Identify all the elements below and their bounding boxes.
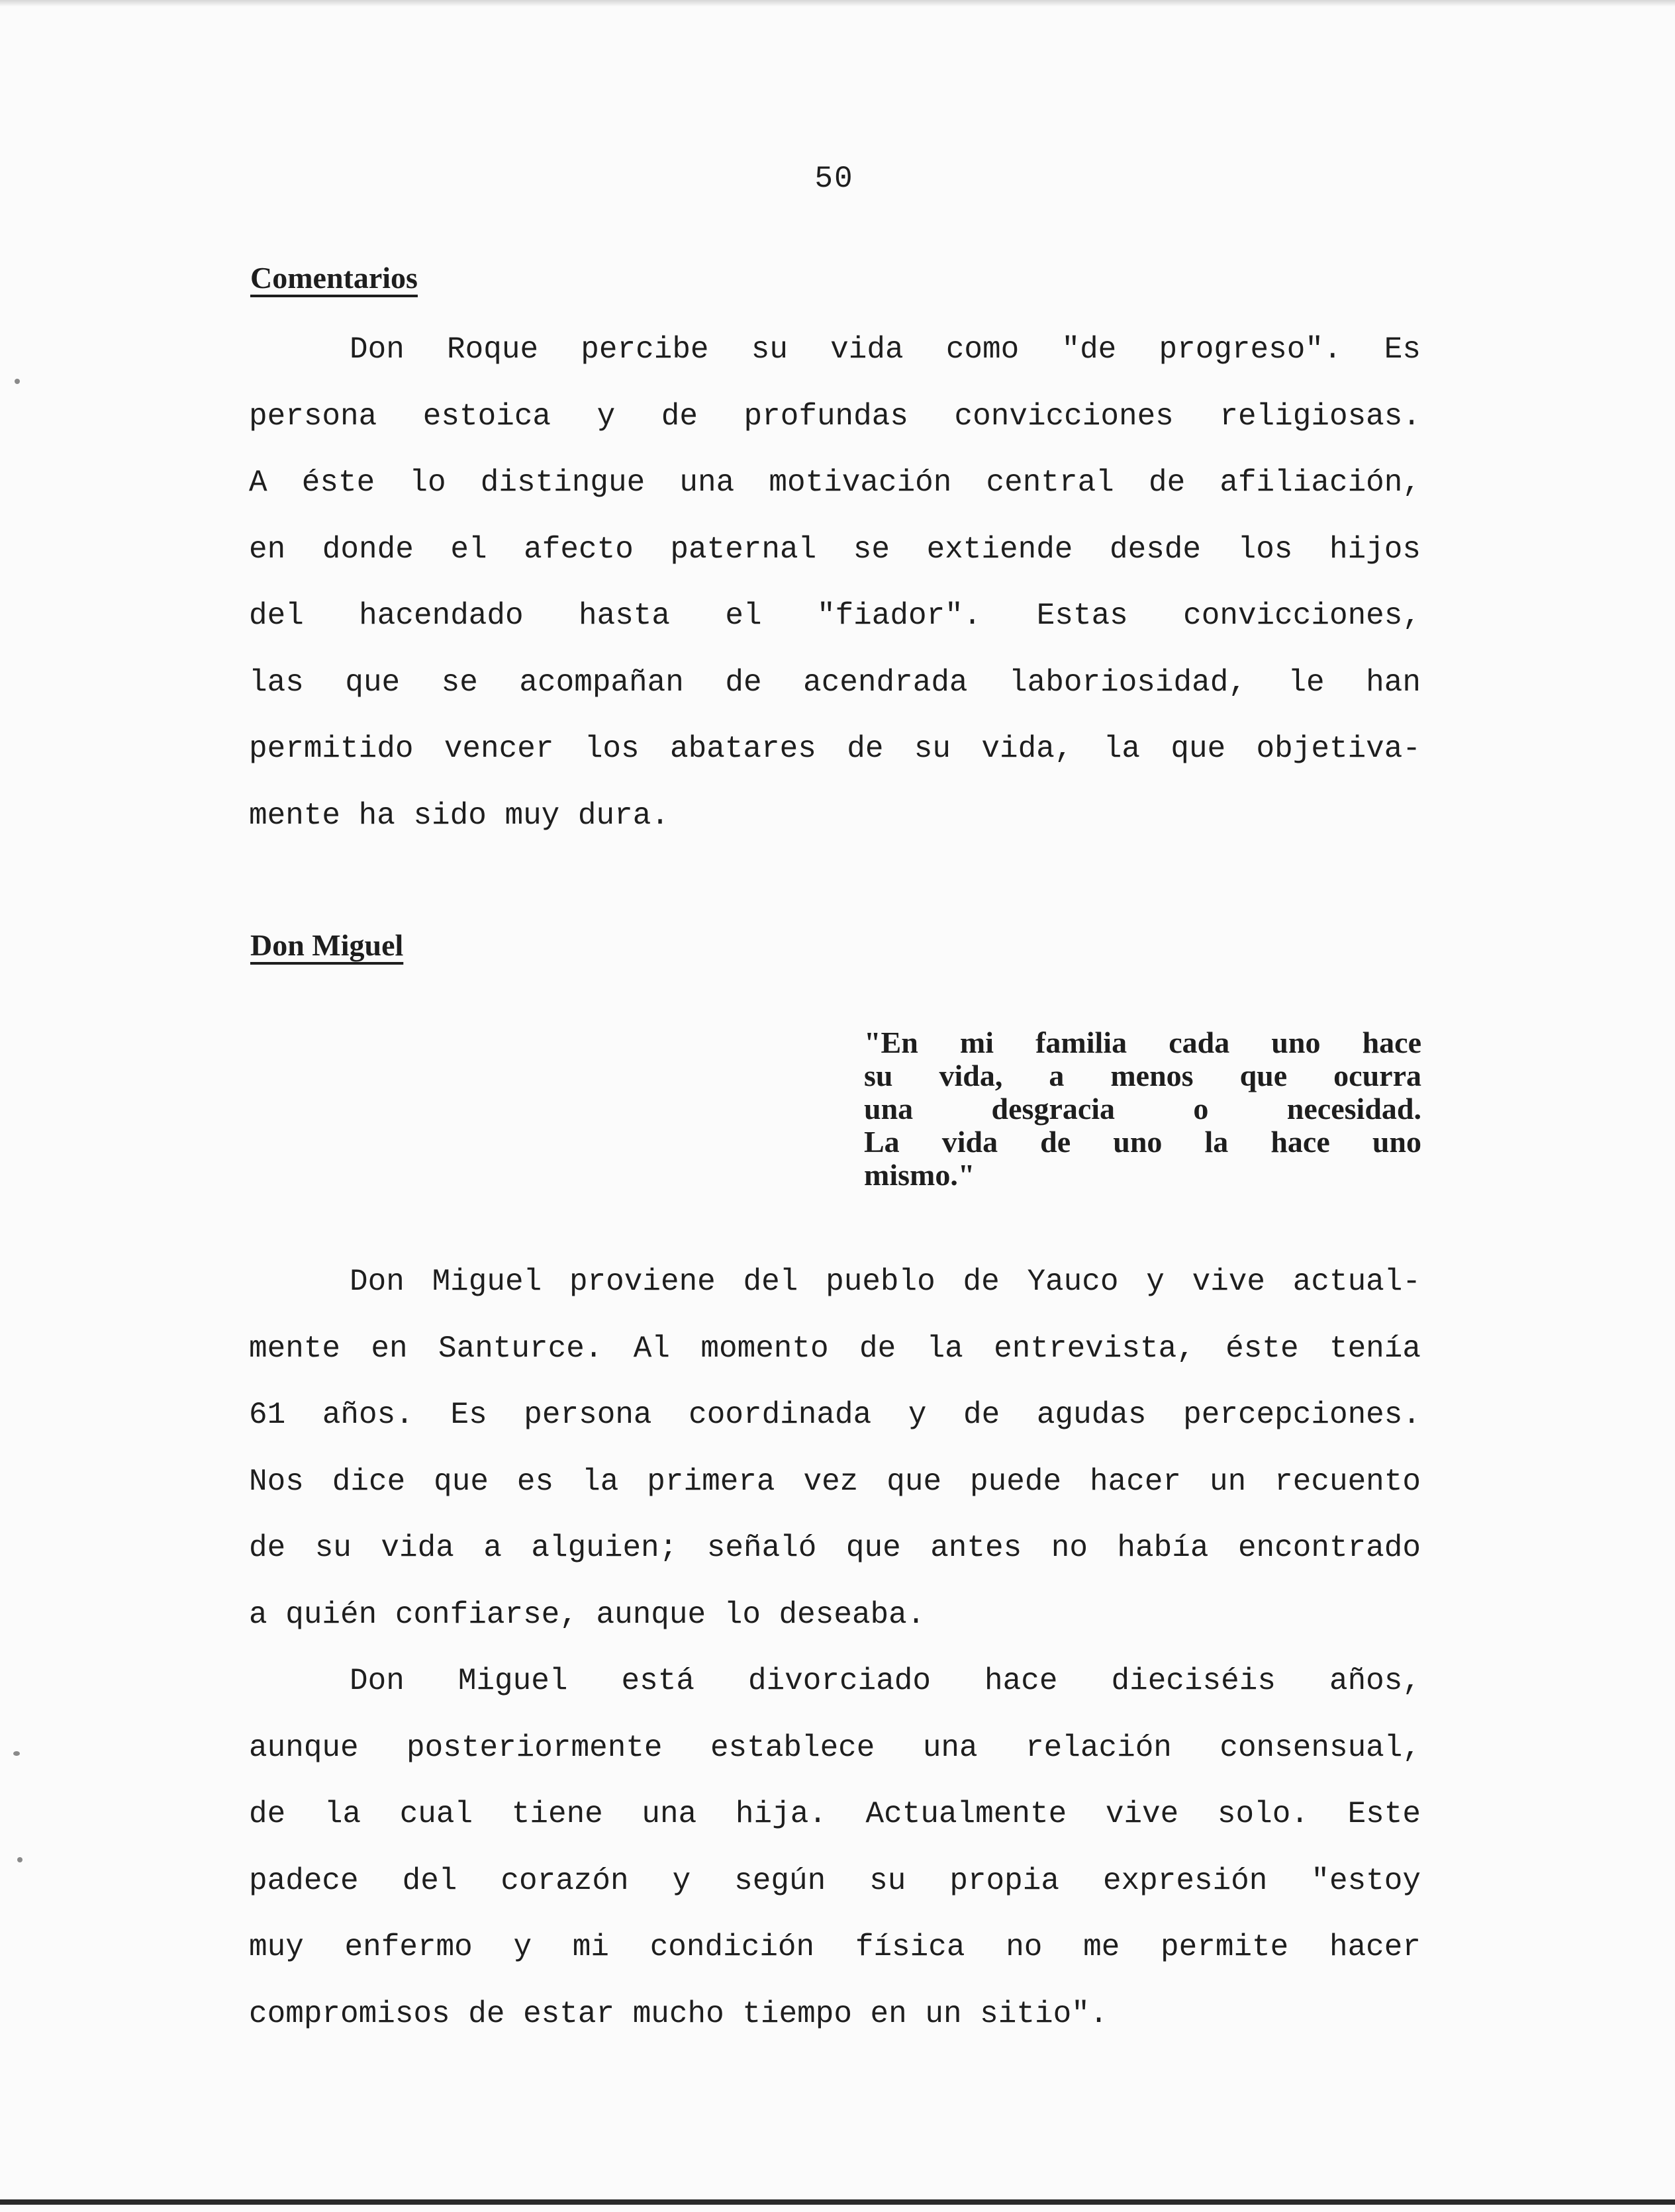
quote-line: "En mi familia cada uno hace xyxy=(864,1026,1421,1059)
text-line: de la cual tiene una hija. Actualmente vive solo. Este xyxy=(249,1797,1421,1831)
text-line: mente en Santurce. Al momento de la entrevista, éste tenía xyxy=(249,1331,1421,1366)
text-line: de su vida a alguien; señaló que antes no había encontrado xyxy=(249,1531,1421,1565)
text-line: Don Miguel está divorciado hace dieciséis años, xyxy=(350,1664,1421,1698)
text-line: compromisos de estar mucho tiempo en un sitio". xyxy=(249,1996,1108,2031)
quote-line: una desgracia o necesidad. xyxy=(864,1092,1421,1126)
text-line: Don Miguel proviene del pueblo de Yauco y vive actual- xyxy=(350,1265,1421,1299)
page-number: 50 xyxy=(814,162,854,196)
quote-line: mismo." xyxy=(864,1158,975,1192)
scan-top-edge xyxy=(0,0,1675,7)
scan-speck xyxy=(15,379,20,384)
don-miguel-paragraph-1 xyxy=(249,1249,1421,1648)
text-line: permitido vencer los abatares de su vida, la que objetiva- xyxy=(249,732,1421,766)
text-line: del hacendado hasta el "fiador". Estas convicciones, xyxy=(249,599,1421,633)
text-line: persona estoica y de profundas convicciones religiosas. xyxy=(249,399,1421,434)
don-miguel-heading: Don Miguel xyxy=(250,928,404,962)
comentarios-paragraph xyxy=(249,316,1421,849)
text-line: mente ha sido muy dura. xyxy=(249,798,669,833)
don-miguel-paragraph-2 xyxy=(249,1648,1421,2047)
text-line: padece del corazón y según su propia expresión "estoy xyxy=(249,1863,1421,1898)
text-line: las que se acompañan de acendrada laboriosidad, le han xyxy=(249,665,1421,700)
scan-speck xyxy=(13,1751,20,1756)
text-line: Don Roque percibe su vida como "de progreso". Es xyxy=(350,332,1421,367)
text-line: a quién confiarse, aunque lo deseaba. xyxy=(249,1597,926,1632)
text-line: 61 años. Es persona coordinada y de agudas percepciones. xyxy=(249,1398,1421,1432)
text-line: A éste lo distingue una motivación central de afiliación, xyxy=(249,465,1421,500)
comentarios-heading: Comentarios xyxy=(250,261,418,295)
text-line: en donde el afecto paternal se extiende desde los hijos xyxy=(249,532,1421,567)
epigraph-quote xyxy=(864,1026,1421,1192)
quote-line: La vida de uno la hace uno xyxy=(864,1125,1421,1159)
scan-bottom-edge xyxy=(0,2199,1675,2205)
scan-speck xyxy=(17,1857,23,1862)
text-line: aunque posteriormente establece una relación consensual, xyxy=(249,1730,1421,1765)
text-line: muy enfermo y mi condición física no me permite hacer xyxy=(249,1930,1421,1964)
text-line: Nos dice que es la primera vez que puede hacer un recuento xyxy=(249,1464,1421,1499)
quote-line: su vida, a menos que ocurra xyxy=(864,1059,1421,1092)
